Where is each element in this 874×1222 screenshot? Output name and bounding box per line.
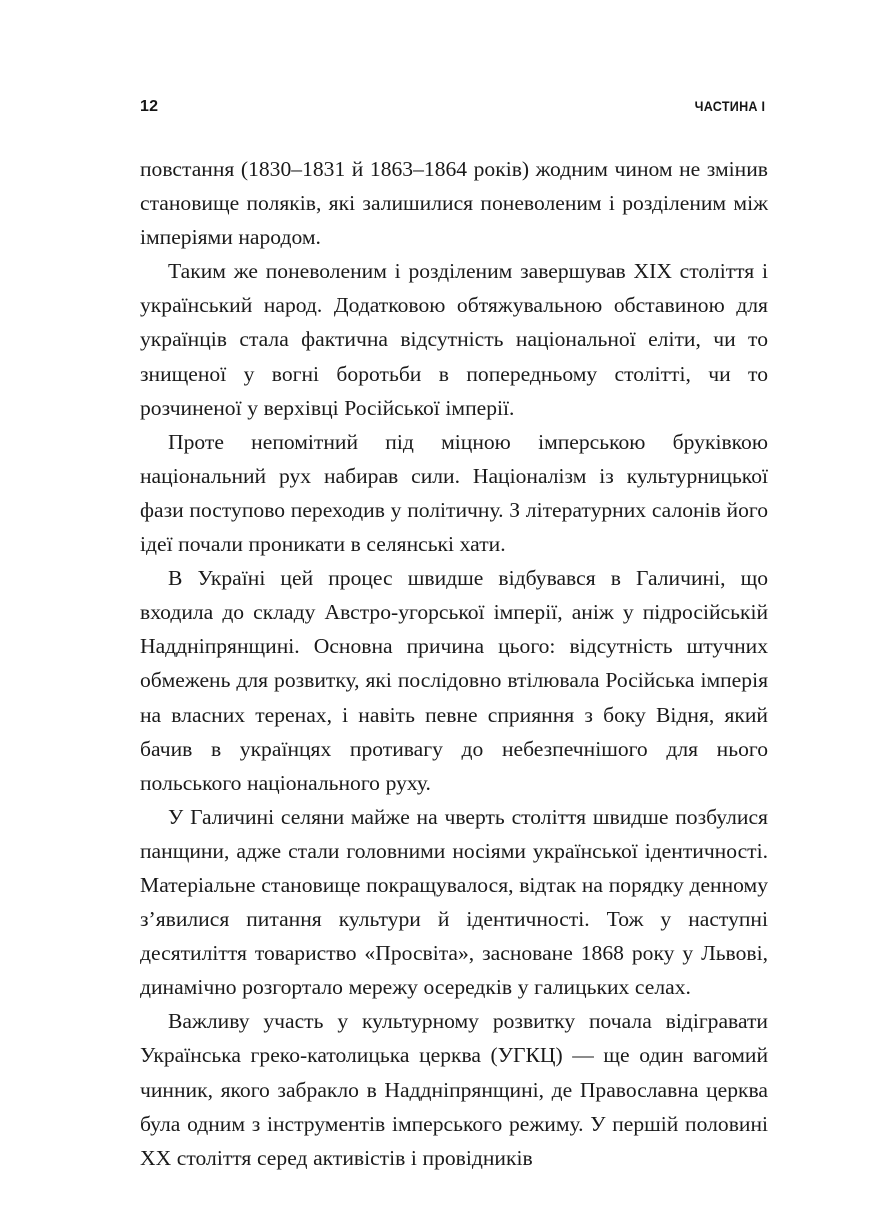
paragraph-ugcc: Важливу участь у культурному розвитку почала відігравати Українська греко-католицька церква (УГКЦ) — ще один вагомий чинник, якого забракло в Наддніпрянщині, де Православна церква була одним з інструментів імперського режиму. У першій половині XX століття серед активістів і провідників xyxy=(140,1009,768,1170)
body-text-block xyxy=(140,152,768,1175)
page-number: 12 xyxy=(140,98,159,115)
paragraph-continuation: повстання (1830–1831 й 1863–1864 років) жодним чином не змінив становище поляків, які залишилися поневоленим і розділеним між імперіями народом. xyxy=(140,157,768,250)
running-head xyxy=(140,99,768,119)
running-title: ЧАСТИНА I xyxy=(694,99,766,114)
paragraph-prosvita: У Галичині селяни майже на чверть століття швидше позбулися панщини, адже стали головними носіями української ідентичності. Матеріальне становище покращувалося, відтак на порядку денному з’явилися питання культури й ідентичності. Тож у наступні десятиліття товариство «Просвіта», засноване 1868 року у Львові, динамічно розгортало мережу осередків у галицьких селах. xyxy=(140,804,768,1000)
paragraph-national-movement: Проте непомітний під міцною імперською бруківкою національний рух набирав сили. Націоналізм із культурницької фази поступово переходив у політичну. З літературних салонів його ідеї почали проникати в селянські хати. xyxy=(140,429,768,557)
paragraph-halychyna: В Україні цей процес швидше відбувався в Галичині, що входила до складу Австро-угорської імперії, аніж у підросійській Наддніпрянщині. Основна причина цього: відсутність штучних обмежень для розвитку, які послідовно втілювала Російська імперія на власних теренах, і навіть певне сприяння з боку Відня, який бачив в українцях противагу до небезпечнішого для нього польського національного руху. xyxy=(140,566,768,795)
paragraph-ukrainian-people: Таким же поневоленим і розділеним завершував XIX століття і український народ. Додатковою обтяжувальною обставиною для українців стала фактична відсутність національної еліти, чи то знищеної у вогні боротьби в попередньому столітті, чи то розчиненої у верхівці Російської імперії. xyxy=(140,259,768,420)
